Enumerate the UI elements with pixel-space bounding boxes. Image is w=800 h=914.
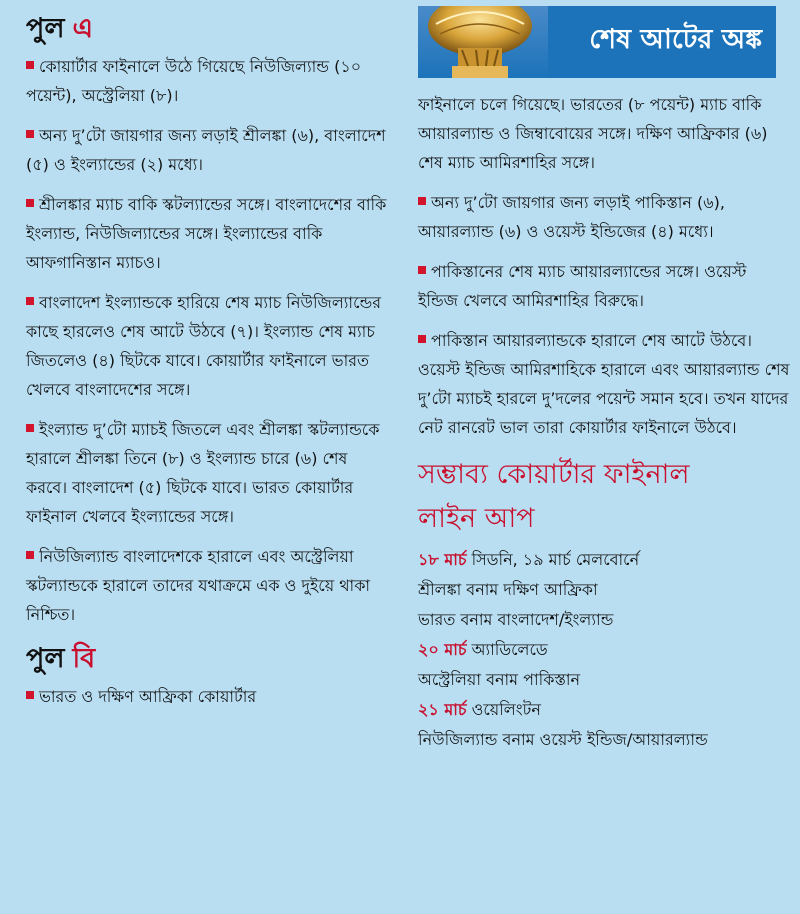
schedule-match: নিউজিল্যান্ড বনাম ওয়েস্ট ইন্ডিজ/আয়ারল্যান্ড — [418, 730, 708, 749]
pool-a-heading-name: পুল — [26, 13, 65, 44]
schedule-date-line — [418, 635, 790, 665]
pool-b-heading-letter: বি — [72, 643, 96, 674]
pool-a-item: বাংলাদেশ ইংল্যান্ডকে হারিয়ে শেষ ম্যাচ নিউজিল্যান্ডের কাছে হারলেও শেষ আটে উঠবে (৭)। ইংল্যান্ড শেষ ম্যাচ জিতলেও (৪) ছিটকে যাবে। কোয়ার্টার ফাইনালে ভারত খেলবে বাংলাদেশের সঙ্গে। — [26, 293, 382, 399]
pool-b-item: পাকিস্তানের শেষ ম্যাচ আয়ারল্যান্ডের সঙ্গে। ওয়েস্ট ইন্ডিজ খেলবে আমিরশাহির বিরুদ্ধে। — [418, 262, 747, 310]
schedule-date-line — [418, 545, 790, 575]
bullet-square-icon — [26, 691, 34, 699]
banner-title: শেষ আটের অঙ্ক — [589, 24, 762, 55]
right-column — [418, 6, 790, 755]
schedule-date: ২০ মার্চ — [418, 640, 467, 659]
schedule-venue: সিডনি, ১৯ মার্চ মেলবোর্নে — [466, 550, 640, 569]
pool-b-heading-name: পুল — [26, 643, 65, 674]
pool-a-item: অন্য দু’টো জায়গার জন্য লড়াই শ্রীলঙ্কা (৬), বাংলাদেশ (৫) ও ইংল্যান্ডের (২) মধ্যে। — [26, 126, 386, 174]
schedule-match: অস্ট্রেলিয়া বনাম পাকিস্তান — [418, 670, 581, 689]
schedule-date-line — [418, 695, 790, 725]
pool-b-item-continued: ফাইনালে চলে গিয়েছে। ভারতের (৮ পয়েন্ট) ম্যাচ বাকি আয়ারল্যান্ড ও জিম্বাবোয়ের সঙ্গে। দক্ষিণ আফ্রিকার (৬) শেষ ম্যাচ আমিরশাহির সঙ্গে। — [418, 95, 768, 172]
quarter-final-heading-line1: সম্ভাব্য কোয়ার্টার ফাইনাল — [418, 459, 690, 490]
section-banner — [418, 6, 776, 78]
pool-a-heading — [26, 10, 388, 48]
schedule-match: শ্রীলঙ্কা বনাম দক্ষিণ আফ্রিকা — [418, 580, 598, 599]
left-column — [26, 6, 388, 722]
bullet-square-icon — [26, 297, 34, 305]
bullet-square-icon — [26, 199, 34, 207]
bullet-square-icon — [26, 551, 34, 559]
schedule-venue: ওয়েলিংটন — [466, 700, 541, 719]
bullet-square-icon — [26, 61, 34, 69]
pool-a-item: ইংল্যান্ড দু’টো ম্যাচই জিতলে এবং শ্রীলঙ্কা স্কটল্যান্ডকে হারালে শ্রীলঙ্কা তিনে (৮) ও ইংল্যান্ড চারে (৬) শেষ করবে। বাংলাদেশ (৫) ছিটকে যাবে। ভারত কোয়ার্টার ফাইনাল খেলবে ইংল্যান্ডের সঙ্গে। — [26, 420, 380, 526]
pool-b-item: অন্য দু’টো জায়গার জন্য লড়াই পাকিস্তান (৬), আয়ারল্যান্ড (৬) ও ওয়েস্ট ইন্ডিজের (৪) মধ্যে। — [418, 193, 725, 241]
schedule-match: ভারত বনাম বাংলাদেশ/ইংল্যান্ড — [418, 610, 614, 629]
schedule-venue: অ্যাডিলেডে — [466, 640, 548, 659]
schedule-date: ১৮ মার্চ — [418, 550, 467, 569]
pool-b-item: পাকিস্তান আয়ারল্যান্ডকে হারালে শেষ আটে উঠবে। ওয়েস্ট ইন্ডিজ আমিরশাহিকে হারালে এবং আয়ারল্যান্ড শেষ দু’টো ম্যাচই হারলে দু’দলের পয়েন্ট সমান হবে। তখন যাদের নেট রানরেট ভাল তারা কোয়ার্টার ফাইনালে উঠবে। — [418, 331, 790, 437]
bullet-square-icon — [26, 130, 34, 138]
pool-b-item-start: ভারত ও দক্ষিণ আফ্রিকা কোয়ার্টার — [26, 682, 388, 711]
pool-a-item: কোয়ার্টার ফাইনালে উঠে গিয়েছে নিউজিল্যান্ড (১০ পয়েন্ট), অস্ট্রেলিয়া (৮)। — [26, 57, 362, 105]
pool-a-heading-letter: এ — [72, 13, 93, 44]
pool-a-item: শ্রীলঙ্কার ম্যাচ বাকি স্কটল্যান্ডের সঙ্গে। বাংলাদেশের বাকি ইংল্যান্ড, নিউজিল্যান্ডের সঙ্গে। ইংল্যান্ডের বাকি আফগানিস্তান ম্যাচও। — [26, 195, 387, 272]
bullet-square-icon — [418, 266, 426, 274]
quarter-final-heading — [418, 453, 790, 541]
bullet-square-icon — [26, 424, 34, 432]
bullet-square-icon — [418, 335, 426, 343]
world-cup-trophy-icon — [418, 6, 548, 78]
bullet-square-icon — [418, 197, 426, 205]
pool-a-item: নিউজিল্যান্ড বাংলাদেশকে হারালে এবং অস্ট্রেলিয়া স্কটল্যান্ডকে হারালে তাদের যথাক্রমে এক ও দুইয়ে থাকা নিশ্চিত। — [26, 547, 371, 624]
quarter-final-heading-line2: লাইন আপ — [418, 503, 535, 534]
pool-b-heading — [26, 640, 388, 678]
schedule-date: ২১ মার্চ — [418, 700, 467, 719]
